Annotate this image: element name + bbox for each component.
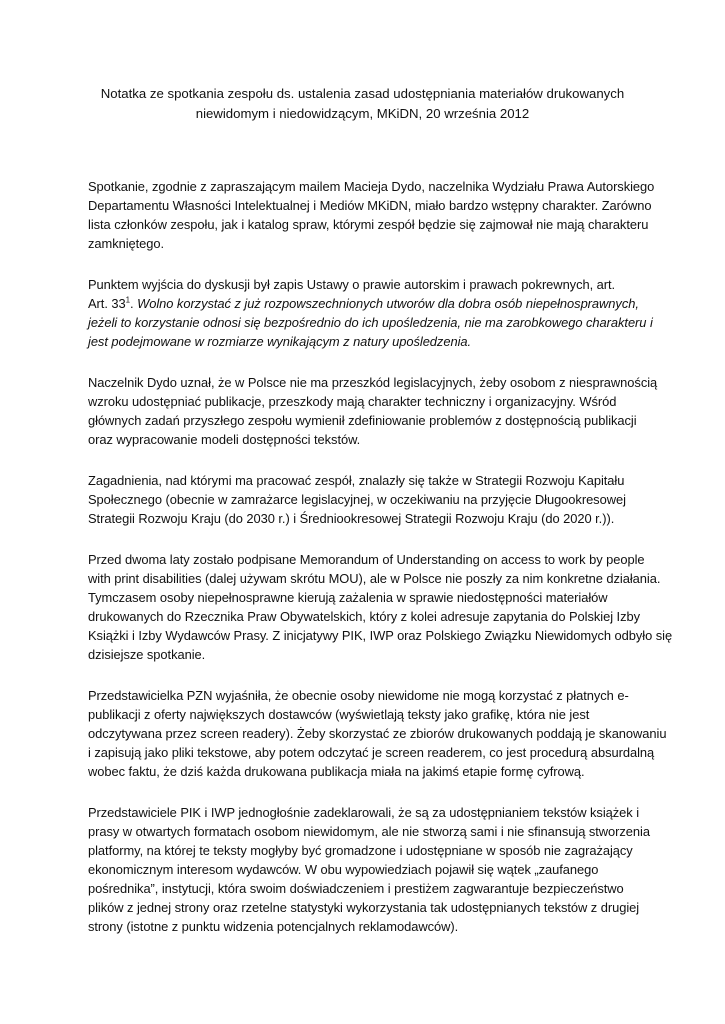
text-line: Społecznego (obecnie w zamrażarce legislacyjnej, w oczekiwaniu na przyjęcie Długookresowej bbox=[88, 492, 626, 507]
text-line: wzroku udostępniać publikacje, przeszkody mają charakter techniczny i organizacyjny. Wśród bbox=[88, 394, 617, 409]
document-body bbox=[88, 177, 673, 958]
article-quote-line: jeżeli to korzystanie odnosi się bezpośrednio do ich upośledzenia, nie ma zarobkowego charakteru i bbox=[88, 315, 653, 330]
text-line: Zagadnienia, nad którymi ma pracować zespół, znalazły się także w Strategii Rozwoju Kapitału bbox=[88, 473, 625, 488]
document-title bbox=[100, 84, 625, 124]
paragraph-naczelnik bbox=[88, 373, 658, 449]
article-dot: . bbox=[130, 296, 134, 311]
text-line: ekonomicznym interesom wydawców. W obu wypowiedziach pojawił się wątek „zaufanego bbox=[88, 862, 599, 877]
paragraph-meeting-intro bbox=[88, 177, 655, 253]
text-line: pośrednika”, instytucji, która swoim doświadczeniem i prestiżem zagwarantuje bezpieczeństwo bbox=[88, 881, 624, 896]
text-line: plików z jednej strony oraz rzetelne statystyki wykorzystania tak udostępnianych tekstów z drugiej bbox=[88, 900, 640, 915]
paragraph-strategy bbox=[88, 471, 640, 528]
text-line: Punktem wyjścia do dyskusji był zapis Ustawy o prawie autorskim i prawach pokrewnych, art. bbox=[88, 277, 616, 292]
text-line-article bbox=[88, 294, 640, 313]
article-quote: Wolno korzystać z już rozpowszechnionych utworów dla dobra osób niepełnosprawnych, bbox=[133, 296, 639, 311]
title-line: niewidomym i niedowidzącym, MKiDN, 20 września 2012 bbox=[195, 106, 530, 121]
title-line: Notatka ze spotkania zespołu ds. ustalenia zasad udostępniania materiałów drukowanych bbox=[100, 86, 625, 101]
paragraph-pzn bbox=[88, 686, 667, 781]
paragraph-mou bbox=[88, 550, 673, 664]
text-line: publikacji z oferty największych dostawców (wyświetlają teksty jako grafikę, która nie jest bbox=[88, 707, 590, 722]
text-line: głównych zadań przyszłego zespołu wymienił zdefiniowanie problemów z dostępnością publikacji bbox=[88, 413, 637, 428]
text-line: Książki i Izby Wydawców Prasy. Z inicjatywy PIK, IWP oraz Polskiego Związku Niewidomych odbyło się bbox=[88, 628, 673, 643]
text-line: dzisiejsze spotkanie. bbox=[88, 647, 206, 662]
text-line: lista członków zespołu, jak i katalog spraw, którymi zespół będzie się zajmował nie mają charakteru bbox=[88, 217, 649, 232]
text-line: Strategii Rozwoju Kraju (do 2030 r.) i Średniookresowej Strategii Rozwoju Kraju (do 2020 r.)). bbox=[88, 511, 615, 526]
text-line: Przedstawiciele PIK i IWP jednogłośnie zadeklarowali, że są za udostępnianiem tekstów książek i bbox=[88, 805, 640, 820]
article-label: Art. 33 bbox=[88, 296, 126, 311]
text-line: prasy w otwartych formatach osobom niewidomym, ale nie stworzą sami i nie sfinansują stworzenia bbox=[88, 824, 650, 839]
text-line: Naczelnik Dydo uznał, że w Polsce nie ma przeszkód legislacyjnych, żeby osobom z niesprawnością bbox=[88, 375, 658, 390]
paragraph-pik-iwp bbox=[88, 803, 650, 936]
text-line: platformy, na której te teksty mogłyby być gromadzone i udostępniane w sposób nie zagrażający bbox=[88, 843, 633, 858]
text-line: Departamentu Własności Intelektualnej i Mediów MKiDN, miało bardzo wstępny charakter. Zarówno bbox=[88, 198, 652, 213]
text-line: Spotkanie, zgodnie z zapraszającym mailem Macieja Dydo, naczelnika Wydziału Prawa Autorskiego bbox=[88, 179, 655, 194]
text-line: Tymczasem osoby niepełnosprawne kierują zażalenia w sprawie niedostępności materiałów bbox=[88, 590, 608, 605]
text-line: drukowanych do Rzecznika Praw Obywatelskich, który z kolei adresuje zapytania do Polskiej Izby bbox=[88, 609, 641, 624]
text-line: i zapisują jako pliki tekstowe, aby potem odczytać je screen readerem, co jest procedurą absurdalną bbox=[88, 745, 655, 760]
paragraph-legal-basis bbox=[88, 275, 653, 351]
text-line: Przedstawicielka PZN wyjaśniła, że obecnie osoby niewidome nie mogą korzystać z płatnych e- bbox=[88, 688, 629, 703]
text-line: oraz wypracowanie modeli dostępności tekstów. bbox=[88, 432, 361, 447]
article-superscript: 1 bbox=[125, 295, 131, 305]
text-line: wobec faktu, że dziś każda drukowana publikacja miała na jakimś etapie formę cyfrową. bbox=[88, 764, 585, 779]
text-line: Przed dwoma laty zostało podpisane Memorandum of Understanding on access to work by people bbox=[88, 552, 645, 567]
article-quote-line: jest podejmowane w rozmiarze wynikającym z natury upośledzenia. bbox=[88, 334, 472, 349]
text-line: with print disabilities (dalej używam skrótu MOU), ale w Polsce nie poszły za nim konkretne działania. bbox=[88, 571, 661, 586]
text-line: odczytywana przez screen readery). Żeby skorzystać ze zbiorów drukowanych poddają je skanowaniu bbox=[88, 726, 667, 741]
text-line: zamkniętego. bbox=[88, 236, 165, 251]
text-line: strony (istotne z punktu widzenia potencjalnych reklamodawców). bbox=[88, 919, 459, 934]
